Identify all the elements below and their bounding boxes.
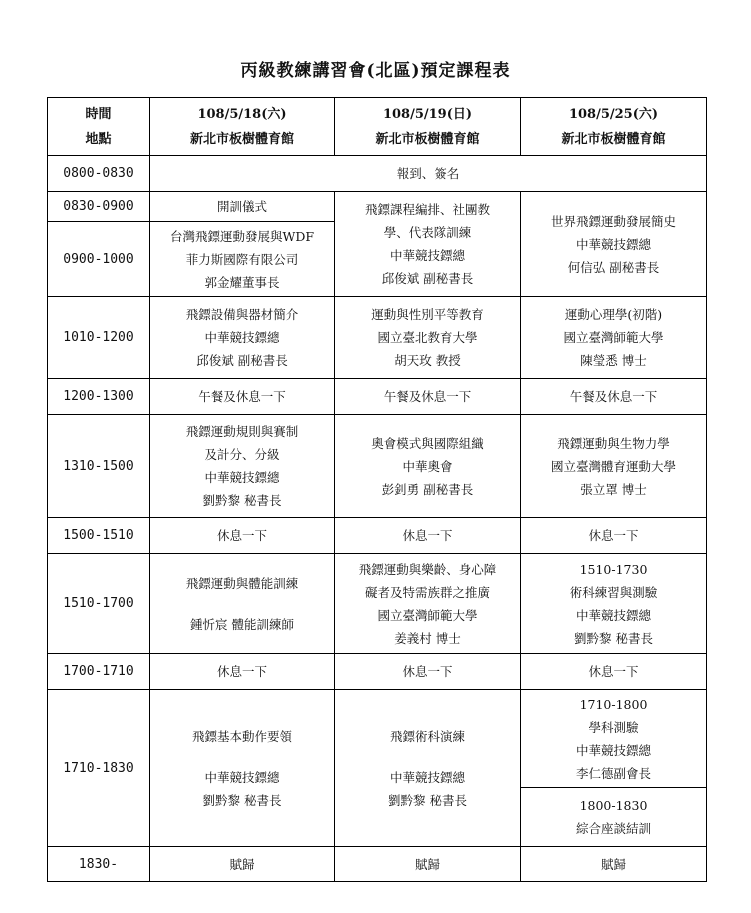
time-cell: 0900-1000 — [48, 222, 150, 297]
session-line: 飛鏢基本動作要領 — [191, 728, 292, 744]
session-cell: 報到、簽名 — [150, 156, 707, 192]
day-date: 108/5/18(六) — [197, 106, 287, 122]
table-row — [48, 518, 707, 554]
session-line: 飛鏢運動與體能訓練 — [185, 575, 299, 591]
session-cell — [335, 415, 521, 518]
session-cell — [150, 415, 335, 518]
session-cell — [150, 192, 335, 222]
page-title: 丙級教練講習會(北區)預定課程表 — [240, 61, 511, 81]
session-line: 飛鏢運動規則與賽制 — [185, 424, 299, 439]
session-line: 飛鏢課程編排、社團教 — [364, 202, 490, 217]
session-cell: 賦歸 — [521, 847, 707, 882]
session-cell: 午餐及休息一下 — [521, 379, 707, 415]
session-cell — [521, 192, 707, 297]
session-line: 劉黔黎 秘書長 — [574, 630, 653, 646]
session-line: 1800-1830 — [579, 798, 648, 813]
session-line: 國立臺灣師範大學 — [563, 330, 664, 345]
session-line: 劉黔黎 秘書長 — [202, 493, 282, 508]
session-line: 胡天玫 教授 — [394, 353, 461, 368]
session-cell — [521, 415, 707, 518]
time-cell: 0830-0900 — [48, 192, 150, 222]
session-line: 劉黔黎 秘書長 — [388, 792, 467, 808]
spacer — [337, 748, 518, 766]
session-cell — [521, 554, 707, 654]
table-row — [48, 554, 707, 654]
session-cell — [150, 297, 335, 379]
session-line: 運動心理學(初階) — [564, 307, 663, 322]
session-cell: 午餐及休息一下 — [335, 379, 521, 415]
session-line: 中華競技鏢總 — [575, 742, 651, 758]
session-cell: 休息一下 — [521, 654, 707, 690]
schedule-table — [47, 97, 707, 882]
session-line: 綜合座談結訓 — [575, 821, 651, 836]
session-cell — [335, 554, 521, 654]
session-cell: 休息一下 — [335, 518, 521, 554]
session-line: 何信弘 副秘書長 — [567, 259, 660, 275]
header-row — [48, 98, 707, 156]
table-row — [48, 690, 707, 788]
day-date: 108/5/25(六) — [568, 106, 659, 122]
session-line: 姜義村 博士 — [394, 630, 461, 646]
session-line: 中華競技鏢總 — [575, 607, 651, 623]
place-label: 地點 — [85, 131, 112, 147]
session-cell — [335, 297, 521, 379]
header-time-place — [48, 98, 150, 156]
session-line: 中華競技鏢總 — [204, 330, 280, 345]
spacer — [152, 595, 332, 613]
session-line: 邱俊斌 副秘書長 — [381, 271, 474, 286]
session-line: 中華競技鏢總 — [204, 470, 280, 485]
session-line: 郭金耀董事長 — [204, 274, 280, 290]
day-date: 108/5/19(日) — [382, 106, 473, 122]
session-line: 中華競技鏢總 — [204, 769, 280, 785]
session-line: 飛鏢運動與樂齡、身心障 — [358, 561, 497, 577]
time-cell: 1710-1830 — [48, 690, 150, 847]
table-row — [48, 415, 707, 518]
spacer — [152, 748, 332, 766]
table-row — [48, 192, 707, 222]
time-cell: 1510-1700 — [48, 554, 150, 654]
session-line: 彭釗勇 副秘書長 — [381, 481, 474, 497]
session-line: 飛鏢運動與生物力學 — [557, 435, 670, 451]
header-day-3 — [521, 98, 707, 156]
time-label: 時間 — [85, 106, 112, 122]
session-line: 世界飛鏢運動發展簡史 — [550, 213, 676, 229]
session-cell — [521, 297, 707, 379]
time-cell: 1310-1500 — [48, 415, 150, 518]
session-cell — [150, 690, 335, 847]
session-line: 術科練習與測驗 — [569, 584, 658, 600]
session-cell: 休息一下 — [150, 518, 335, 554]
time-cell: 0800-0830 — [48, 156, 150, 192]
session-line: 中華競技鏢總 — [389, 248, 465, 263]
session-line: 中華競技鏢總 — [389, 769, 465, 785]
session-cell — [150, 222, 335, 297]
table-row — [48, 297, 707, 379]
session-cell — [150, 554, 335, 654]
session-cell: 休息一下 — [335, 654, 521, 690]
day-venue: 新北市板樹體育館 — [189, 131, 294, 147]
session-line: 及計分、分級 — [204, 447, 280, 462]
day-venue: 新北市板樹體育館 — [375, 131, 480, 147]
session-line: 運動與性別平等教育 — [371, 307, 484, 322]
session-line: 國立臺北教育大學 — [377, 330, 478, 345]
table-row — [48, 156, 707, 192]
session-line: 邱俊斌 副秘書長 — [196, 353, 288, 368]
day-venue: 新北市板樹體育館 — [561, 131, 666, 147]
session-line: 鍾忻宸 體能訓練師 — [190, 616, 294, 632]
session-cell — [335, 192, 521, 297]
session-cell: 休息一下 — [521, 518, 707, 554]
header-day-1 — [150, 98, 335, 156]
time-cell: 1700-1710 — [48, 654, 150, 690]
time-cell: 1830- — [48, 847, 150, 882]
session-cell — [521, 788, 707, 847]
time-cell: 1010-1200 — [48, 297, 150, 379]
session-line: 台灣飛鏢運動發展與WDF — [169, 228, 315, 244]
session-line: 張立罩 博士 — [580, 481, 647, 497]
session-line: 菲力斯國際有限公司 — [185, 251, 299, 267]
session-line: 劉黔黎 秘書長 — [202, 792, 282, 808]
table-row — [48, 654, 707, 690]
session-line: 礙者及特需族群之推廣 — [364, 584, 490, 600]
session-line: 中華奧會 — [402, 458, 453, 474]
session-line: 開訓儀式 — [216, 199, 267, 214]
time-cell: 1200-1300 — [48, 379, 150, 415]
session-line: 中華競技鏢總 — [575, 236, 651, 252]
session-cell: 休息一下 — [150, 654, 335, 690]
time-cell: 1500-1510 — [48, 518, 150, 554]
session-line: 奧會模式與國際組織 — [371, 435, 484, 451]
session-cell — [335, 690, 521, 847]
session-line: 飛鏢設備與器材簡介 — [185, 307, 299, 322]
session-line: 學科測驗 — [588, 719, 639, 735]
session-line: 飛鏢術科演練 — [389, 728, 465, 744]
table-row — [48, 379, 707, 415]
session-cell: 賦歸 — [150, 847, 335, 882]
session-line: 國立臺灣體育運動大學 — [550, 458, 676, 474]
session-line: 學、代表隊訓練 — [383, 225, 472, 240]
table-row — [48, 847, 707, 882]
session-cell — [521, 690, 707, 788]
header-day-2 — [335, 98, 521, 156]
session-line: 1710-1800 — [579, 696, 648, 712]
session-line: 陳瑩悉 博士 — [580, 353, 647, 368]
session-cell: 賦歸 — [335, 847, 521, 882]
session-line: 1510-1730 — [579, 561, 648, 577]
session-line: 李仁德副會長 — [575, 765, 651, 781]
session-cell: 午餐及休息一下 — [150, 379, 335, 415]
session-line: 國立臺灣師範大學 — [377, 607, 478, 623]
